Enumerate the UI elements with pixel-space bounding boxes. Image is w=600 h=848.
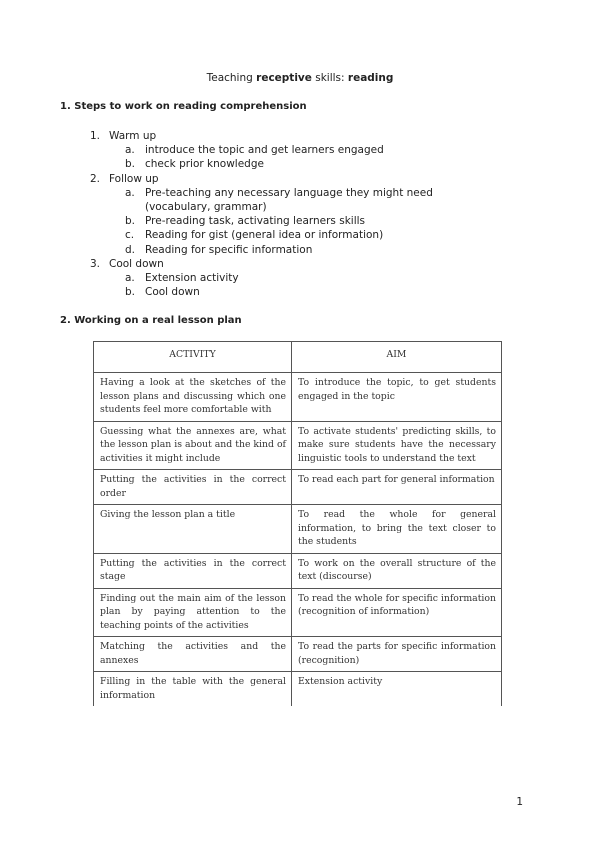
section-1-heading: 1. Steps to work on reading comprehension bbox=[60, 101, 307, 112]
sub-step-item: a. Pre-teaching any necessary language they might need (vocabulary, grammar) bbox=[125, 186, 433, 214]
sub-step-item: b. Pre-reading task, activating learners skills bbox=[125, 215, 366, 228]
aim-cell: To introduce the topic, to get students engaged in the topic bbox=[292, 373, 502, 422]
section-2-heading: 2. Working on a real lesson plan bbox=[60, 315, 242, 326]
table-row bbox=[94, 505, 502, 554]
activity-cell: Putting the activities in the correct order bbox=[94, 470, 292, 505]
activity-cell: Filling in the table with the general information bbox=[94, 672, 292, 707]
table-row bbox=[94, 588, 502, 637]
column-header-activity: ACTIVITY bbox=[94, 342, 292, 373]
table-row bbox=[94, 470, 502, 505]
activity-cell: Guessing what the annexes are, what the lesson plan is about and the kind of activities it might include bbox=[94, 421, 292, 470]
aim-cell: To read each part for general information bbox=[292, 470, 502, 505]
table-row bbox=[94, 672, 502, 707]
activity-cell: Giving the lesson plan a title bbox=[94, 505, 292, 554]
aim-cell: To work on the overall structure of the text (discourse) bbox=[292, 553, 502, 588]
document-title: Teaching receptive skills: reading bbox=[206, 72, 394, 84]
table-row bbox=[94, 421, 502, 470]
aim-cell: To read the whole for general information, to bring the text closer to the students bbox=[292, 505, 502, 554]
aim-cell: To activate students' predicting skills, to make sure students have the necessary linguistic tools to understand the text bbox=[292, 421, 502, 470]
sub-step-item: d. Reading for specific information bbox=[125, 243, 313, 256]
sub-step-item: a. introduce the topic and get learners engaged bbox=[125, 144, 384, 157]
table-row bbox=[94, 553, 502, 588]
sub-step-item: c. Reading for gist (general idea or information) bbox=[125, 229, 384, 242]
sub-step-item: b. Cool down bbox=[125, 286, 200, 299]
activity-cell: Putting the activities in the correct stage bbox=[94, 553, 292, 588]
activity-cell: Finding out the main aim of the lesson plan by paying attention to the teaching points of the activities bbox=[94, 588, 292, 637]
aim-cell: To read the parts for specific information (recognition) bbox=[292, 637, 502, 672]
table-row bbox=[94, 637, 502, 672]
step-item: 1. Warm up bbox=[90, 130, 157, 142]
table-row bbox=[94, 373, 502, 422]
step-item: 3. Cool down bbox=[90, 257, 164, 270]
page-number: 1 bbox=[516, 796, 523, 808]
aim-cell: To read the whole for specific information (recognition of information) bbox=[292, 588, 502, 637]
activity-cell: Matching the activities and the annexes bbox=[94, 637, 292, 672]
steps-list bbox=[60, 129, 500, 299]
step-item: 2. Follow up bbox=[90, 172, 159, 185]
column-header-aim: AIM bbox=[292, 342, 502, 373]
sub-step-item: b. check prior knowledge bbox=[125, 158, 264, 171]
sub-step-item: a. Extension activity bbox=[125, 272, 239, 285]
activity-cell: Having a look at the sketches of the lesson plans and discussing which one students feel more comfortable with bbox=[94, 373, 292, 422]
table-header-row bbox=[94, 342, 502, 373]
aim-cell: Extension activity bbox=[292, 672, 502, 707]
lesson-plan-table bbox=[93, 341, 502, 706]
